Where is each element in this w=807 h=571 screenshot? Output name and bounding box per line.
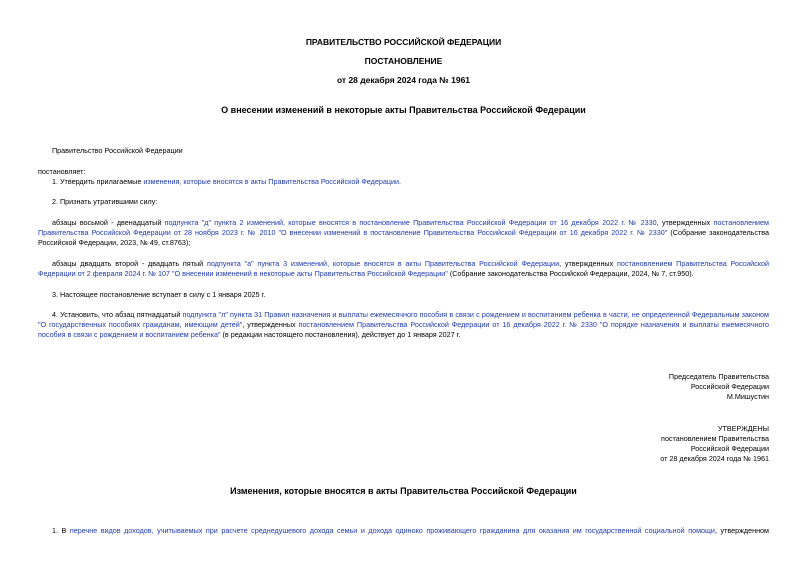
approval-block <box>660 424 769 464</box>
link-resolution-2010[interactable]: постановлением Правительства Российской Федерации от 28 ноября 2023 г. № 2010 "О внесении изменений в постановление Правительства Российской Федерации от 16 декабря 2022 г. № 2330" <box>38 218 769 237</box>
paragraph-4 <box>38 310 769 339</box>
signature-name: М.Мишустин <box>726 392 769 401</box>
decides-word: постановляет: <box>38 167 86 176</box>
paragraph-2a-text-3: (Собрание законодательства Российской Федерации, 2023, № 49, ст.8763); <box>38 227 770 247</box>
document-title: О внесении изменений в некоторые акты Правительства Российской Федерации <box>221 105 586 115</box>
approval-country: Российской Федерации <box>690 444 769 453</box>
approval-heading: УТВЕРЖДЕНЫ <box>717 424 769 433</box>
signature-block <box>669 372 769 402</box>
paragraph-2a-text-2: , утвержденных <box>656 218 714 227</box>
link-resolution-2330[interactable]: постановлением Правительства Российской Федерации от 16 декабря 2022 г. № 2330 "О порядке назначения и выплаты ежемесячного пособия в связи с рождением и воспитанием ребенка" <box>38 319 770 339</box>
link-subparagraph-l[interactable]: подпункта "л" пункта 31 Правил назначения и выплаты ежемесячного пособия в связи с рождением и воспитанием ребенка в части, не определенной Федеральным законом "О государственных пособиях гражданам, имеющим детей" <box>38 310 769 329</box>
changes-item-1-text-1: 1. В <box>52 526 70 535</box>
paragraph-1-end: . <box>398 177 401 186</box>
changes-item-1 <box>38 526 769 536</box>
signature-position: Председатель Правительства <box>668 372 769 381</box>
paragraph-2b-text-3: (Собрание законодательства Российской Федерации, 2024, № 7, ст.950). <box>447 268 694 278</box>
link-changes-annex[interactable]: изменения, которые вносятся в акты Правительства Российской Федерации <box>143 177 399 186</box>
government-name: Правительство Российской Федерации <box>52 146 183 155</box>
paragraph-4-text-3: (в редакции настоящего постановления), действует до 1 января 2027 г. <box>220 329 461 339</box>
paragraph-4-text-1: 4. Установить, что абзац пятнадцатый <box>52 310 183 319</box>
changes-title: Изменения, которые вносятся в акты Правительства Российской Федерации <box>230 486 577 496</box>
paragraph-2b-text-2: , утвержденных <box>559 259 617 268</box>
government-heading: ПРАВИТЕЛЬСТВО РОССИЙСКОЙ ФЕДЕРАЦИИ <box>305 37 502 47</box>
paragraph-2a <box>38 218 769 247</box>
link-resolution-107[interactable]: постановлением Правительства Российской Федерации от 2 февраля 2024 г. № 107 "О внесении изменений в некоторые акты Правительства Российской Федерации" <box>38 259 769 278</box>
signature-country: Российской Федерации <box>690 382 769 391</box>
approval-date: от 28 декабря 2024 года № 1961 <box>660 454 769 463</box>
link-subparagraph-a[interactable]: подпункта "а" пункта 3 изменений, которые вносятся в акты Правительства Российской Федерации <box>206 259 560 268</box>
paragraph-2 <box>38 197 769 207</box>
paragraph-2-text: 2. Признать утратившими силу: <box>52 197 158 206</box>
approval-by: постановлением Правительства <box>661 434 769 443</box>
document-type: ПОСТАНОВЛЕНИЕ <box>364 56 443 66</box>
changes-item-1-text-2: , утвержденном <box>714 526 769 535</box>
paragraph-3-text: 3. Настоящее постановление вступает в силу с 1 января 2025 г. <box>52 290 266 299</box>
paragraph-4-text-2: , утвержденных <box>242 319 299 329</box>
paragraph-1-text: 1. Утвердить прилагаемые <box>52 177 144 186</box>
link-subparagraph-d[interactable]: подпункта "д" пункта 2 изменений, которые вносятся в постановление Правительства Российской Федерации от 16 декабря 2022 г. № 2330 <box>164 218 657 227</box>
paragraph-2b <box>38 259 769 279</box>
paragraph-3 <box>38 290 769 300</box>
paragraph-2b-text-1: абзацы двадцать второй - двадцать пятый <box>52 259 207 268</box>
link-income-list[interactable]: перечне видов доходов, учитываемых при расчете среднедушевого дохода семьи и дохода одиноко проживающего гражданина для оказания им государственной социальной помощи <box>69 526 715 535</box>
paragraph-1 <box>38 177 769 187</box>
paragraph-2a-text-1: абзацы восьмой - двенадцатый <box>52 218 165 227</box>
document-date-number: от 28 декабря 2024 года № 1961 <box>336 75 471 85</box>
